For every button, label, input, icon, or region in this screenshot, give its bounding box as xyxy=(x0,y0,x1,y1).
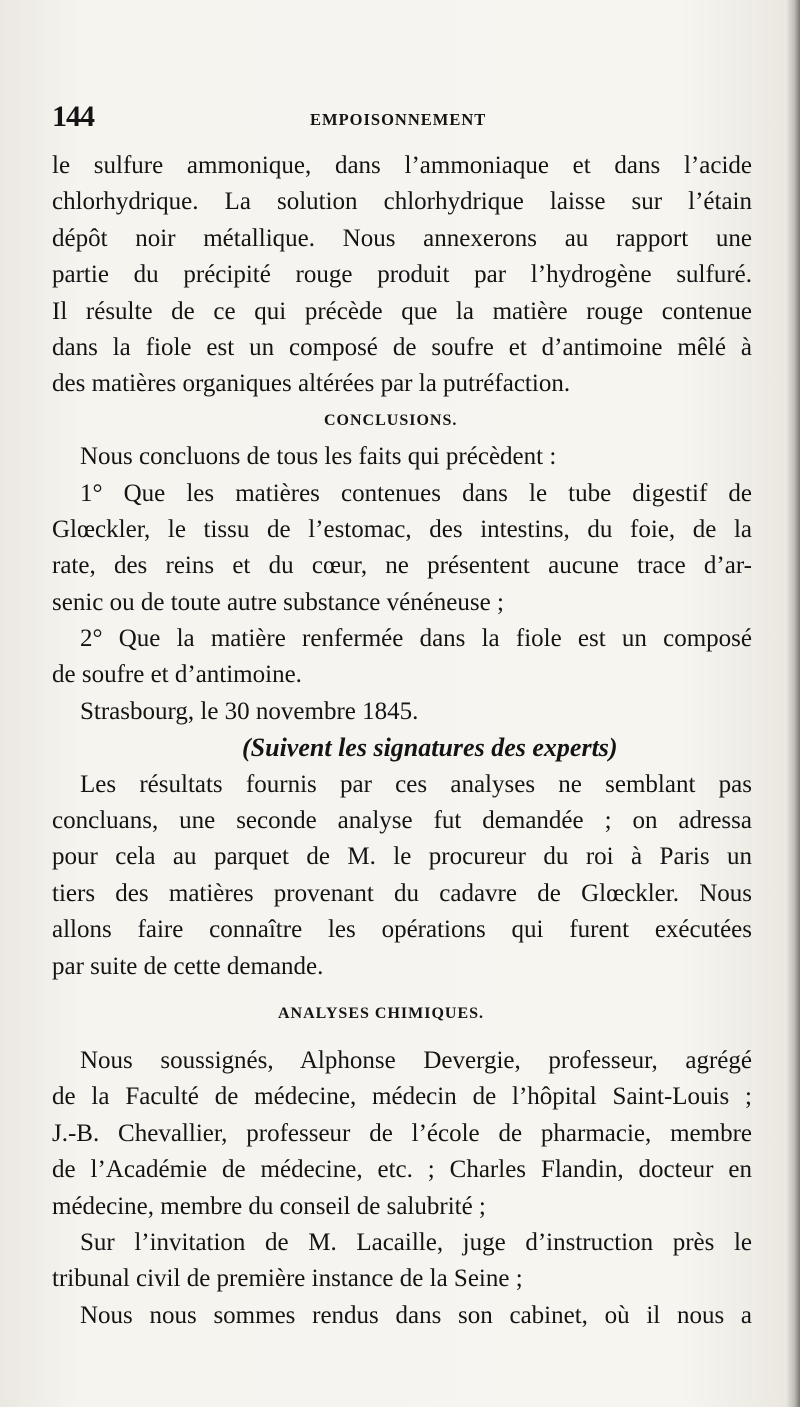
text-line: J.-B. Chevallier, professeur de l’école de pharmacie, membre xyxy=(52,1119,752,1147)
text-line: Sur l’invitation de M. Lacaille, juge d’instruction près le xyxy=(80,1228,752,1256)
running-title: EMPOISONNEMENT xyxy=(310,110,487,129)
text-line: par suite de cette demande. xyxy=(52,952,324,980)
text-line: allons faire connaître les opérations qui furent exécutées xyxy=(52,916,752,944)
page-header xyxy=(52,100,752,140)
section-heading-conclusions: CONCLUSIONS. xyxy=(324,411,458,429)
text-line: des matières organiques altérées par la putréfaction. xyxy=(52,370,571,398)
text-line: le sulfure ammonique, dans l’ammoniaque et dans l’acide xyxy=(52,152,752,179)
text-line: Nous nous sommes rendus dans son cabinet, où il nous a xyxy=(80,1301,752,1329)
text-line: tribunal civil de première instance de la Seine ; xyxy=(52,1265,523,1293)
text-line: senic ou de toute autre substance vénéneuse ; xyxy=(52,588,504,616)
text-line: pour cela au parquet de M. le procureur du roi à Paris un xyxy=(52,843,752,871)
text-line: de l’Académie de médecine, etc. ; Charles Flandin, docteur en xyxy=(52,1156,752,1184)
text-line: dépôt noir métallique. Nous annexerons au rapport une xyxy=(52,224,752,252)
text-line: Nous soussignés, Alphonse Devergie, professeur, agrégé xyxy=(80,1046,752,1074)
text-line: chlorhydrique. La solution chlorhydrique laisse sur l’étain xyxy=(52,188,752,216)
text-line: 1° Que les matières contenues dans le tube digestif de xyxy=(80,479,752,507)
text-line: médecine, membre du conseil de salubrité ; xyxy=(52,1192,486,1220)
section-heading-analyses: ANALYSES CHIMIQUES. xyxy=(278,1004,485,1022)
text-line: Nous concluons de tous les faits qui précèdent : xyxy=(80,443,557,471)
text-line: dans la fiole est un composé de soufre et d’antimoine mêlé à xyxy=(52,333,752,361)
text-line: Les résultats fournis par ces analyses ne semblant pas xyxy=(80,770,752,798)
text-line: 2° Que la matière renfermée dans la fiole est un composé xyxy=(80,625,752,653)
signature-note: (Suivent les signatures des experts) xyxy=(242,733,618,763)
text-line: de soufre et d’antimoine. xyxy=(52,661,302,689)
text-line: tiers des matières provenant du cadavre de Glœckler. Nous xyxy=(52,879,752,907)
page-gutter-shadow xyxy=(786,0,800,1407)
text-line: Il résulte de ce qui précède que la matière rouge contenue xyxy=(52,297,752,325)
text-line: rate, des reins et du cœur, ne présentent aucune trace d’ar- xyxy=(52,552,752,580)
page-number: 144 xyxy=(52,100,94,133)
text-line: partie du précipité rouge produit par l’hydrogène sulfuré. xyxy=(52,261,752,289)
text-line: Glœckler, le tissu de l’estomac, des intestins, du foie, de la xyxy=(52,515,752,543)
body-text xyxy=(52,148,752,1334)
text-line: concluans, une seconde analyse fut demandée ; on adressa xyxy=(52,807,752,835)
place-date: Strasbourg, le 30 novembre 1845. xyxy=(80,697,419,725)
text-line: de la Faculté de médecine, médecin de l’hôpital Saint-Louis ; xyxy=(52,1083,752,1111)
